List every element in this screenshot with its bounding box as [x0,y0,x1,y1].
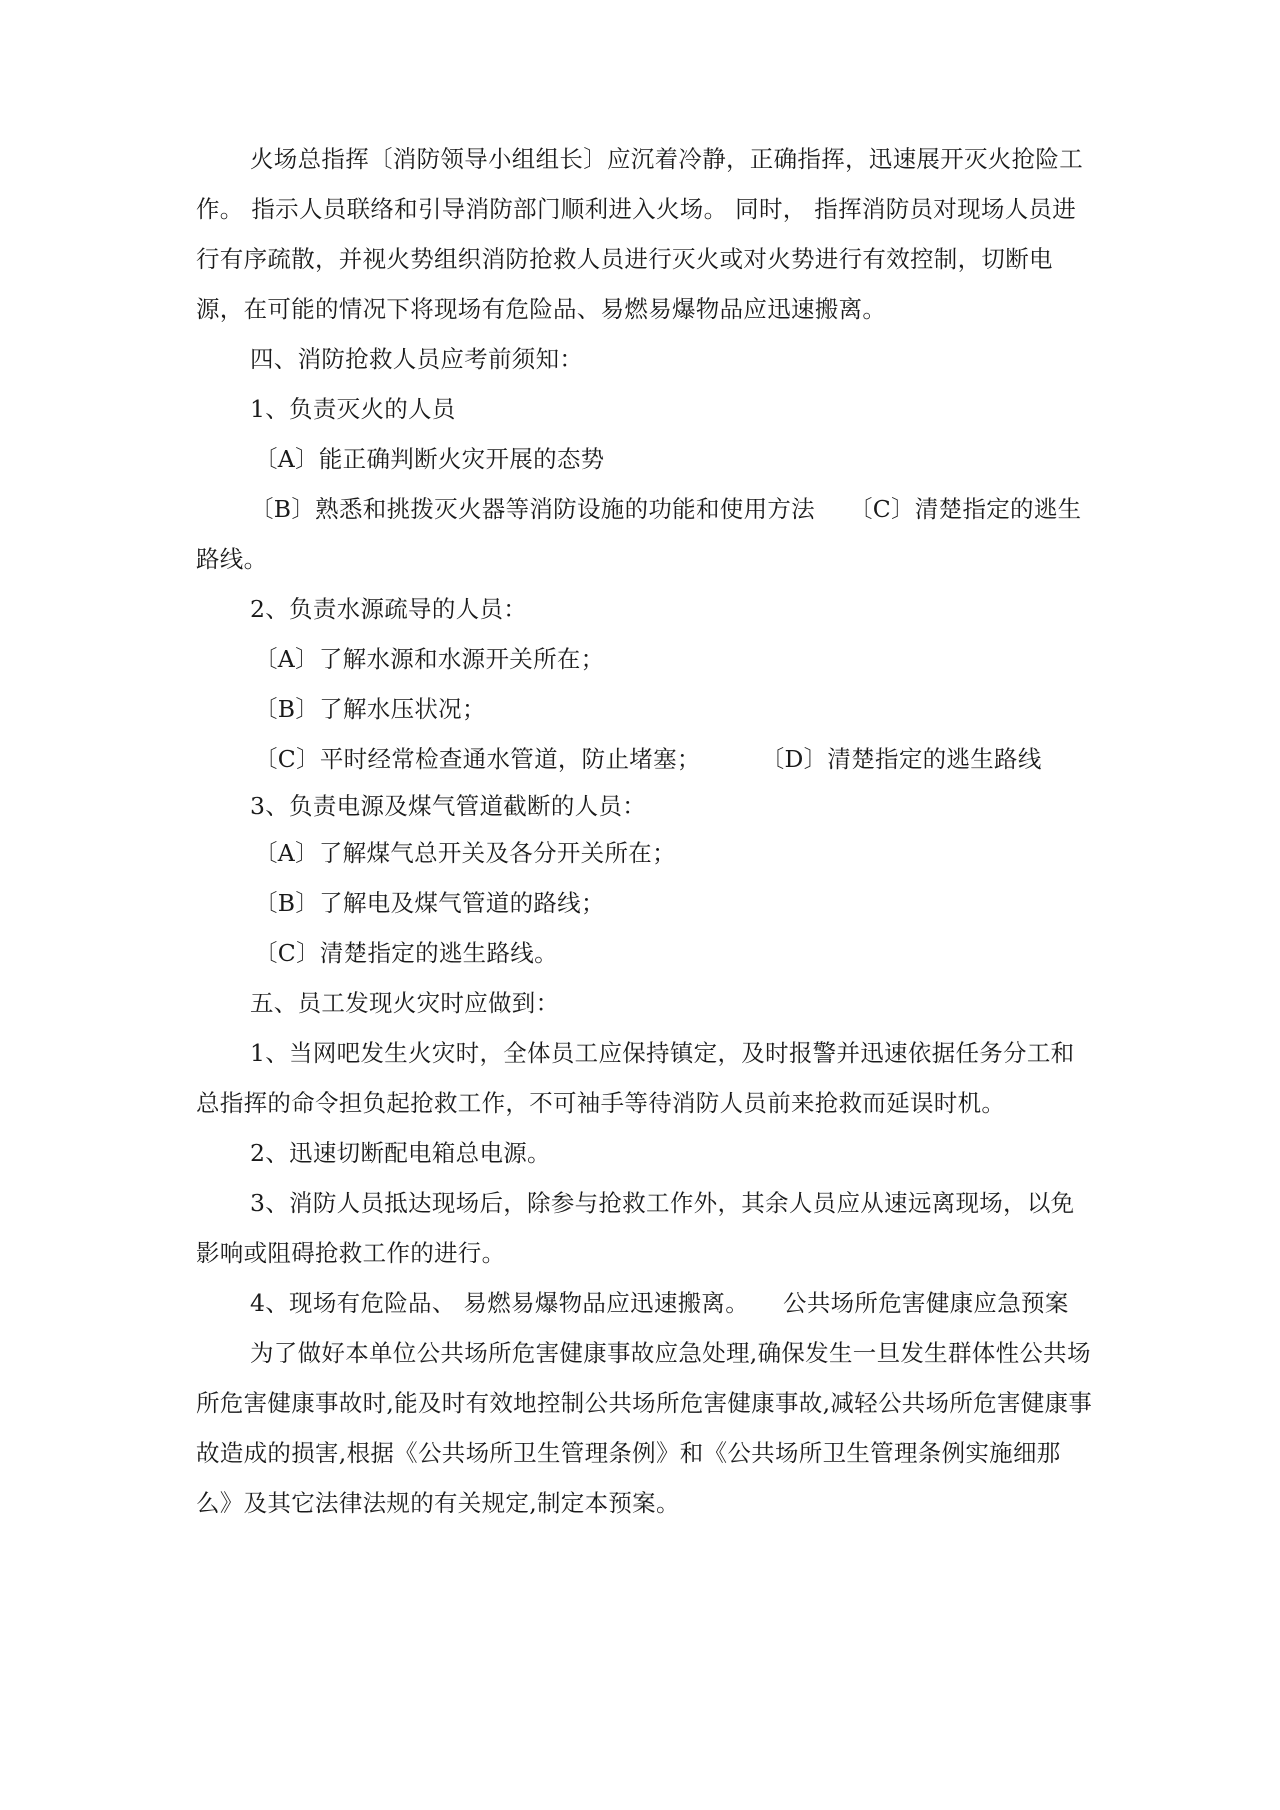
paragraph-fire-commander: 火场总指挥〔消防领导小组组长〕应沉着冷静，正确指挥，迅速展开灭火抢险工作。 指示人员联络和引导消防部门顺利进入火场。 同时， 指挥消防员对现场人员进行有序疏散，并视火势组织消防抢救人员进行灭火或对火势进行有效控制，切断电源，在可能的情况下将现场有危险品、易燃易爆物品应迅速搬离。 [196,145,1083,323]
item-water-source-b: 〔B〕了解水压状况； [254,695,486,723]
employee-step-4: 4、现场有危险品、 易燃易爆物品应迅速搬离。 [250,1289,750,1317]
item-water-source-a: 〔A〕了解水源和水源开关所在； [254,645,605,673]
employee-step-4-and-title [196,1278,1096,1328]
heading-section-five: 五、员工发现火灾时应做到： [250,989,560,1017]
item-water-source-d: 〔D〕清楚指定的逃生路线 [760,745,1042,773]
item-firefighters: 1、负责灭火的人员 [250,395,456,423]
employee-step-2: 2、迅速切断配电箱总电源。 [250,1139,551,1167]
item-firefighters-bc [196,484,1096,584]
paragraph-public-health-plan: 为了做好本单位公共场所危害健康事故应急处理,确保发生一旦发生群体性公共场所危害健康事故时,能及时有效地控制公共场所危害健康事故,减轻公共场所危害健康事故造成的损害,根据《公共场所卫生管理条例》和《公共场所卫生管理条例实施细那么》及其它法律法规的有关规定,制定本预案。 [196,1339,1093,1517]
item-power-gas-b: 〔B〕了解电及煤气管道的路线； [254,889,605,917]
item-water-source-cd [196,734,1096,784]
item-firefighters-c: 〔C〕清楚指定的逃生路线。 [196,495,1082,573]
item-water-source: 2、负责水源疏导的人员： [250,595,528,623]
employee-step-1: 1、当网吧发生火灾时，全体员工应保持镇定，及时报警并迅速依据任务分工和总指挥的命令担负起抢救工作，不可袖手等待消防人员前来抢救而延误时机。 [196,1039,1075,1117]
item-power-gas-c: 〔C〕清楚指定的逃生路线。 [254,939,558,967]
item-firefighters-b: 〔B〕熟悉和挑拨灭火器等消防设施的功能和使用方法 [250,495,815,523]
item-water-source-c: 〔C〕平时经常检查通水管道，防止堵塞； [254,745,701,773]
document-body [196,134,1096,1528]
item-firefighters-a: 〔A〕能正确判断火灾开展的态势 [254,445,605,473]
section-title-public-health: 公共场所危害健康应急预案 [783,1289,1069,1317]
item-power-gas: 3、负责电源及煤气管道截断的人员： [250,792,647,820]
employee-step-3: 3、消防人员抵达现场后，除参与抢救工作外，其余人员应从速远离现场，以免影响或阻碍抢救工作的进行。 [196,1189,1075,1267]
item-power-gas-a: 〔A〕了解煤气总开关及各分开关所在； [254,839,676,867]
heading-section-four: 四、消防抢救人员应考前须知： [250,345,584,373]
